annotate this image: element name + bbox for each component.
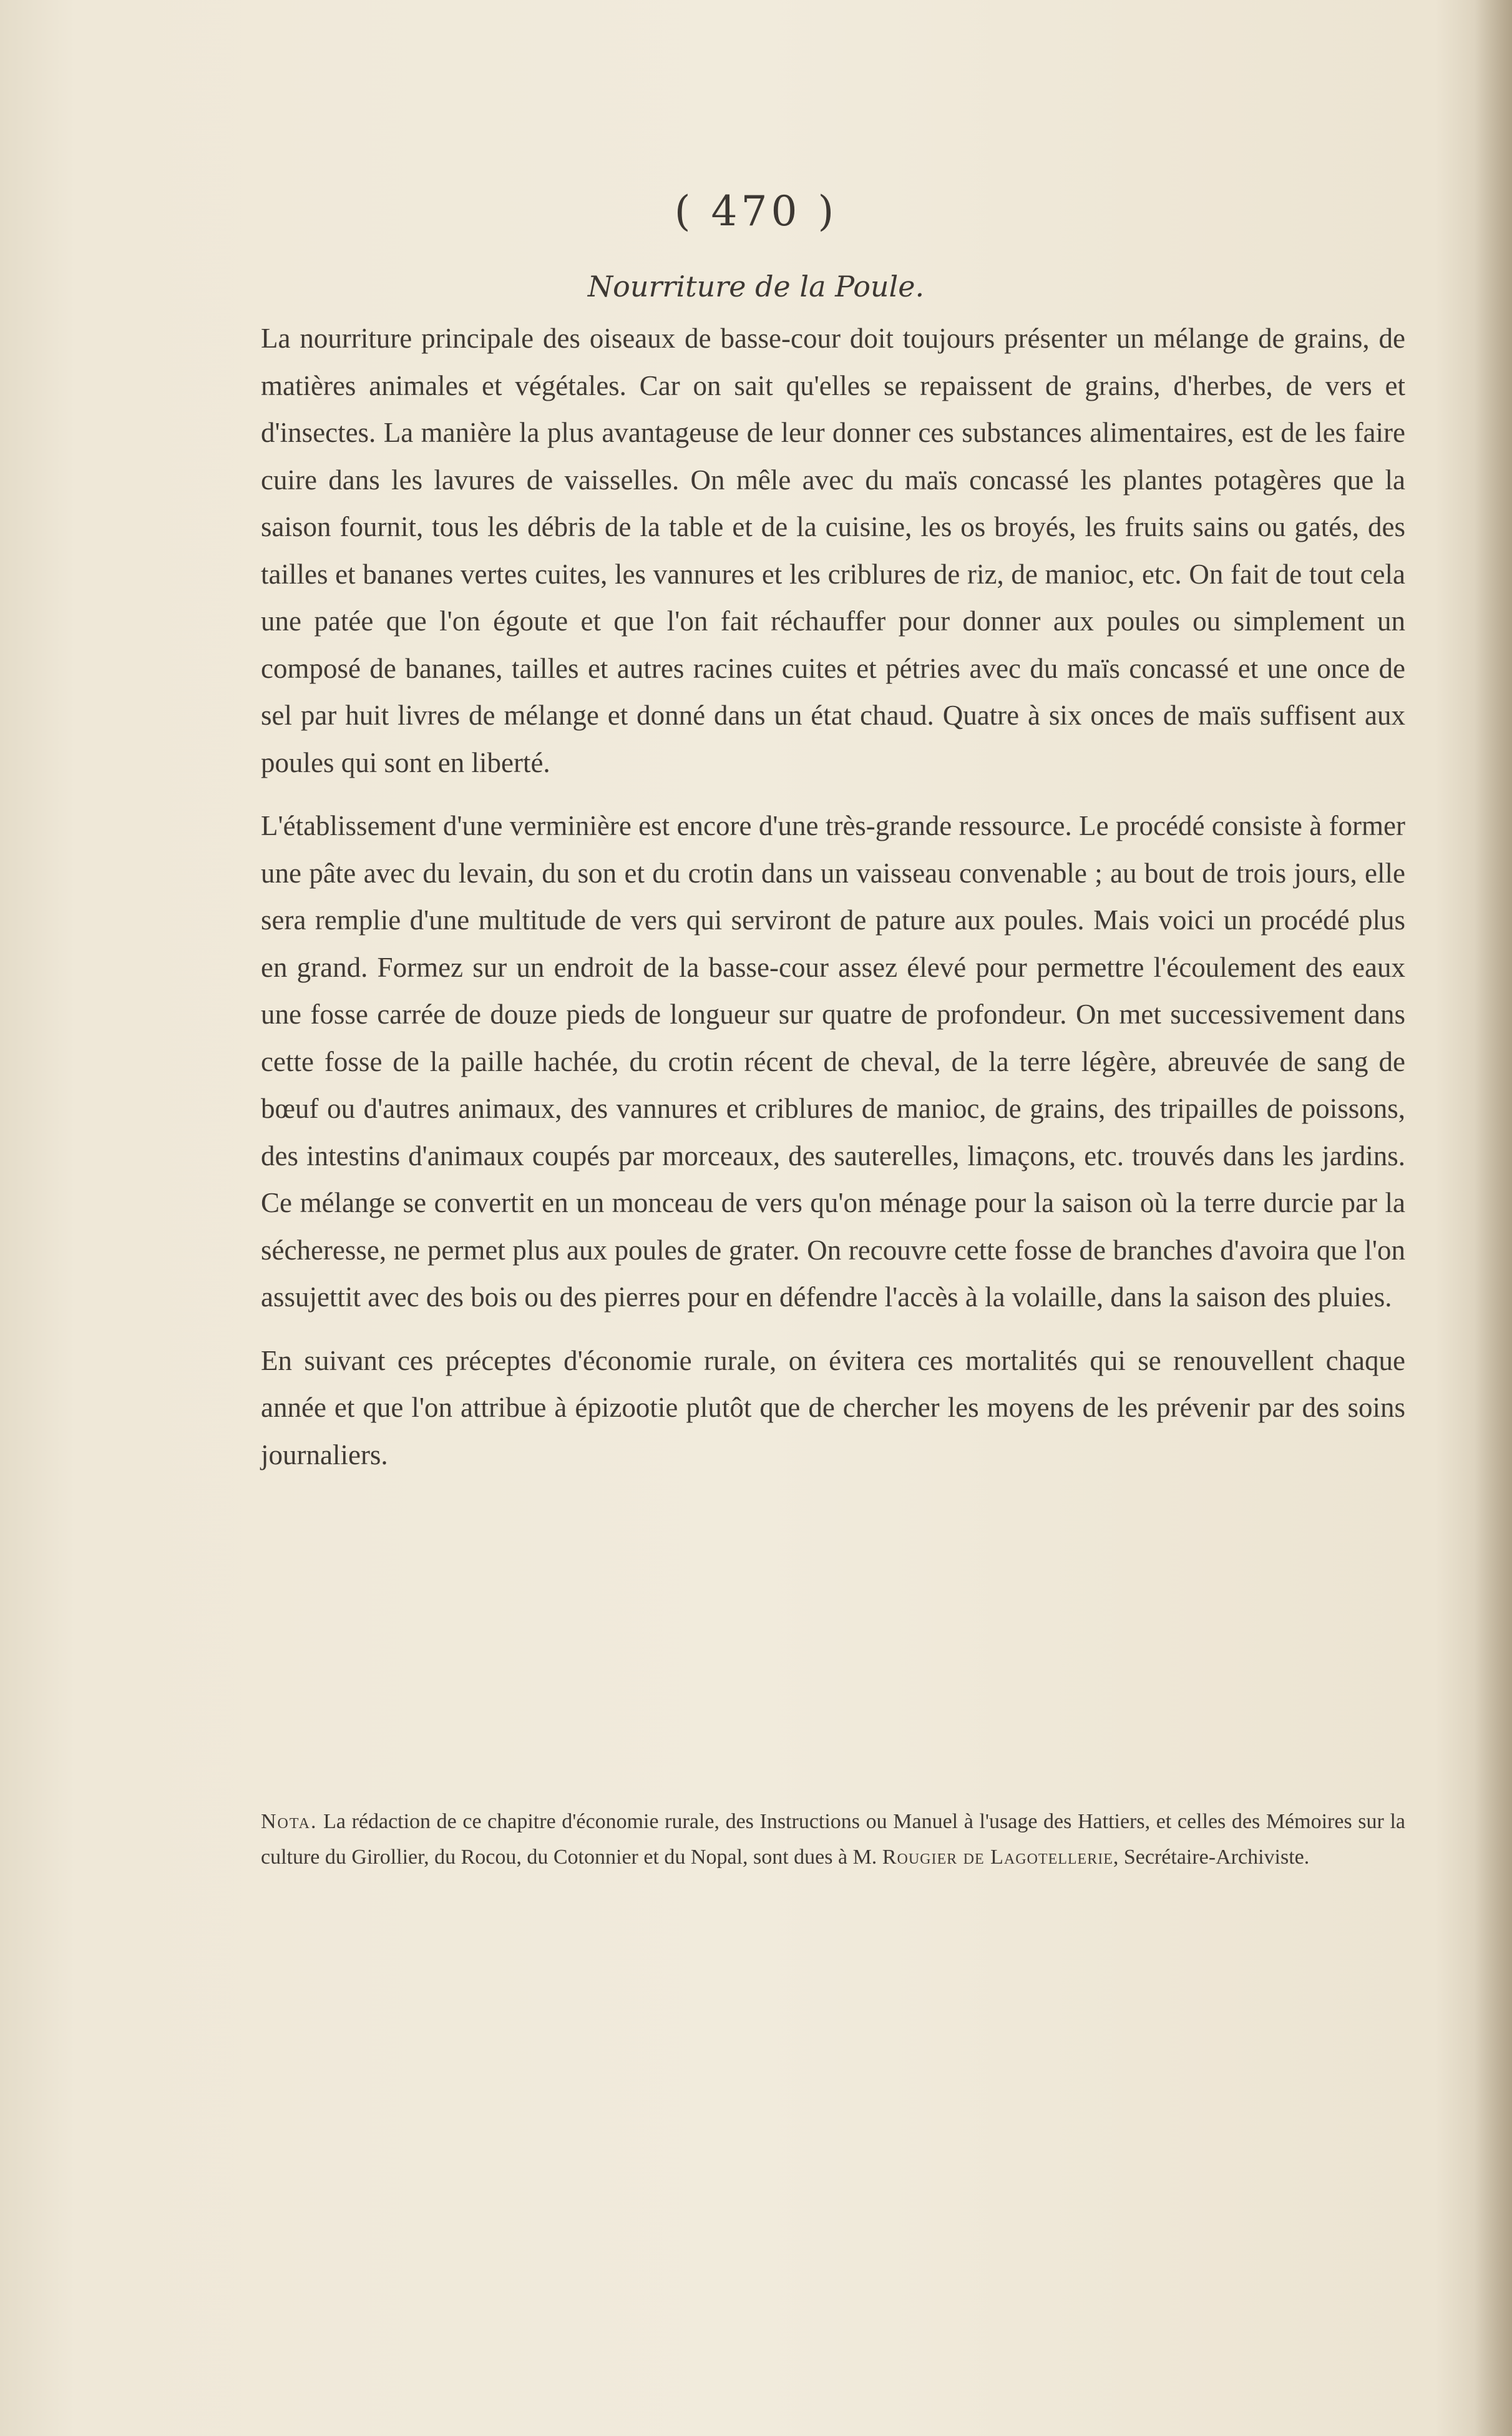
page-edge-shadow xyxy=(1475,0,1512,2436)
footnote-label: Nota. xyxy=(261,1810,318,1833)
paragraph-1: La nourriture principale des oiseaux de basse-cour doit toujours présenter un mélange de grains, de matières animales et végétales. Car on sait qu'elles se repaissent de grains, d'herbes, de vers et d'insectes. La manière la plus avantageuse de leur donner ces substances alimentaires, est de les faire cuire dans les lavures de vaisselles. On mêle avec du maïs concassé les plantes potagères que la saison fournit, tous les débris de la table et de la cuisine, les os broyés, les fruits sains ou gatés, des tailles et bananes vertes cuites, les vannures et les criblures de riz, de manioc, etc. On fait de tout cela une patée que l'on égoute et que l'on fait réchauffer pour donner aux poules ou simplement un composé de bananes, tailles et autres racines cuites et pétries avec du maïs concassé et une once de sel par huit livres de mélange et donné dans un état chaud. Quatre à six onces de maïs suffisent aux poules qui sont en liberté. xyxy=(261,323,1405,778)
footnote-text: La rédaction de ce chapitre d'économie rurale, des Instructions ou Manuel à l'usage des Hattiers, et celles des Mémoires sur la culture du Girollier, du Rocou, du Cotonnier et du Nopal, sont dues à M. xyxy=(261,1810,1406,1869)
chapter-title: Nourriture de la Poule. xyxy=(587,270,925,303)
footnote-author-title: , Secrétaire-Archiviste. xyxy=(1113,1846,1310,1869)
body-text xyxy=(261,315,1405,1495)
page-number: ( 470 ) xyxy=(674,187,838,235)
footnote xyxy=(261,1804,1405,1875)
paragraph-2: L'établissement d'une verminière est encore d'une très-grande ressource. Le procédé consiste à former une pâte avec du levain, du son et du crotin dans un vaisseau convenable ; au bout de trois jours, elle sera remplie d'une multitude de vers qui serviront de pature aux poules. Mais voici un procédé plus en grand. Formez sur un endroit de la basse-cour assez élevé pour permettre l'écoulement des eaux une fosse carrée de douze pieds de longueur sur quatre de profondeur. On met successivement dans cette fosse de la paille hachée, du crotin récent de cheval, de la terre légère, abreuvée de sang de bœuf ou d'autres animaux, des vannures et criblures de manioc, de grains, des tripailles de poissons, des intestins d'animaux coupés par morceaux, des sauterelles, limaçons, etc. trouvés dans les jardins. Ce mélange se convertit en un monceau de vers qu'on ménage pour la saison où la terre durcie par la sécheresse, ne permet plus aux poules de grater. On recouvre cette fosse de branches d'avoira que l'on assujettit avec des bois ou des pierres pour en défendre l'accès à la volaille, dans la saison des pluies. xyxy=(261,810,1405,1313)
paragraph-3: En suivant ces préceptes d'économie rurale, on évitera ces mortalités qui se renouvellent chaque année et que l'on attribue à épizootie plutôt que de chercher les moyens de les prévenir par des soins journaliers. xyxy=(261,1344,1405,1470)
footnote-author: Rougier de Lagotellerie xyxy=(882,1846,1113,1869)
